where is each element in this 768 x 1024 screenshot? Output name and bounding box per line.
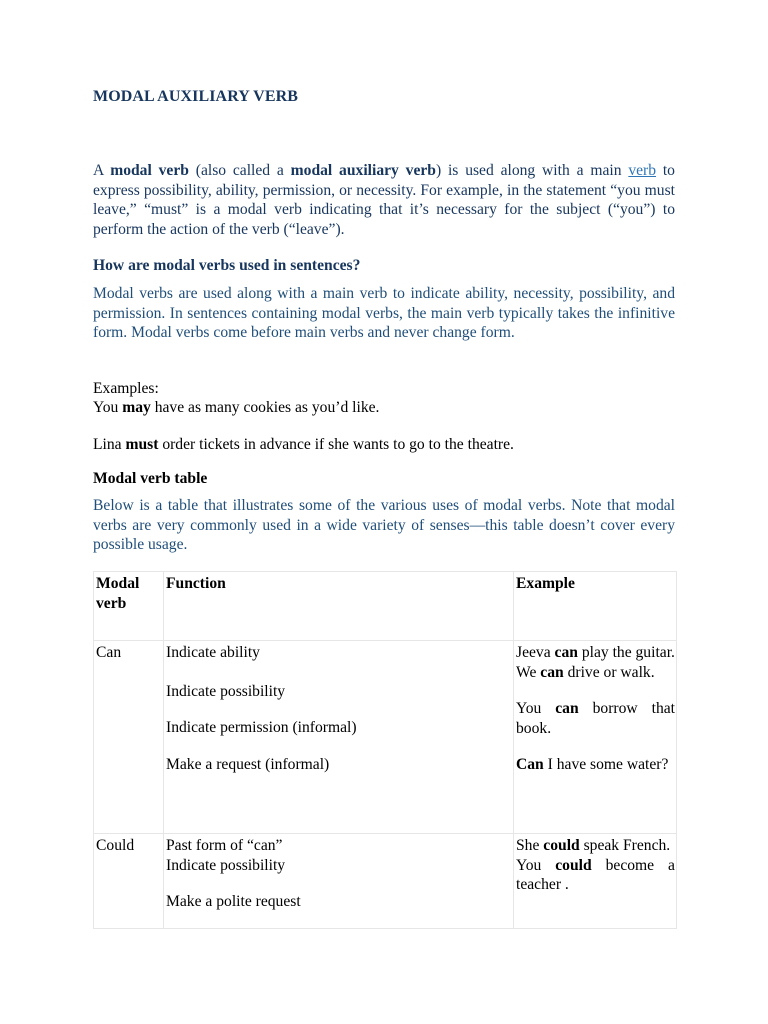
term-modal-auxiliary-verb: modal auxiliary verb	[290, 162, 436, 179]
function-cell: Indicate ability Indicate possibility Indicate permission (informal) Make a request (informal)	[164, 641, 514, 834]
table-header-row	[94, 572, 677, 641]
example-cell	[514, 834, 677, 929]
section-heading-usage: How are modal verbs used in sentences?	[93, 257, 361, 274]
example-sentence: Jeeva can play the guitar.	[516, 644, 675, 661]
term-modal-verb: modal verb	[110, 162, 189, 179]
section-heading-table: Modal verb table	[93, 470, 208, 487]
table-row	[94, 641, 677, 834]
example-sentence: Can I have some water?	[516, 756, 669, 773]
column-header: Example	[514, 572, 677, 641]
example-sentence: She could speak French.	[516, 837, 671, 854]
modal-verb-table	[93, 571, 677, 929]
table-row	[94, 834, 677, 929]
page-title: MODAL AUXILIARY VERB	[93, 88, 299, 105]
examples-label: Examples:	[93, 380, 159, 397]
column-header: Function	[164, 572, 514, 641]
verb-link[interactable]: verb	[628, 162, 657, 179]
table-intro-paragraph: Below is a table that illustrates some of the various uses of modal verbs. Note that modal verbs are very commonly used in a wide variety of senses—this table doesn’t cover every possible usage.	[93, 497, 675, 553]
column-header: Modal verb	[94, 572, 164, 641]
example-sentence: We can drive or walk.	[516, 663, 655, 681]
example-sentence: Lina must order tickets in advance if she wants to go to the theatre.	[93, 436, 514, 453]
modal-verb-cell: Could	[94, 834, 164, 929]
modal-verb-cell: Can	[94, 641, 164, 834]
example-cell	[514, 641, 677, 834]
example-sentence: You may have as many cookies as you’d like.	[93, 399, 380, 416]
function-cell: Past form of “can” Indicate possibility Make a polite request	[164, 834, 514, 929]
example-sentence: You could become a teacher .	[516, 856, 675, 893]
example-sentence: You can borrow that book.	[516, 700, 675, 737]
usage-paragraph: Modal verbs are used along with a main verb to indicate ability, necessity, possibility, and permission. In sentences containing modal verbs, the main verb typically takes the infinitive form. Modal verbs come before main verbs and never change form.	[93, 285, 675, 341]
intro-paragraph: A modal verb (also called a modal auxiliary verb) is used along with a main verb to express possibility, ability, permission, or necessity. For example, in the statement “you must leave,” “must” is a modal verb indicating that it’s necessary for the subject (“you”) to perform the action of the verb (“leave”).	[93, 162, 675, 238]
